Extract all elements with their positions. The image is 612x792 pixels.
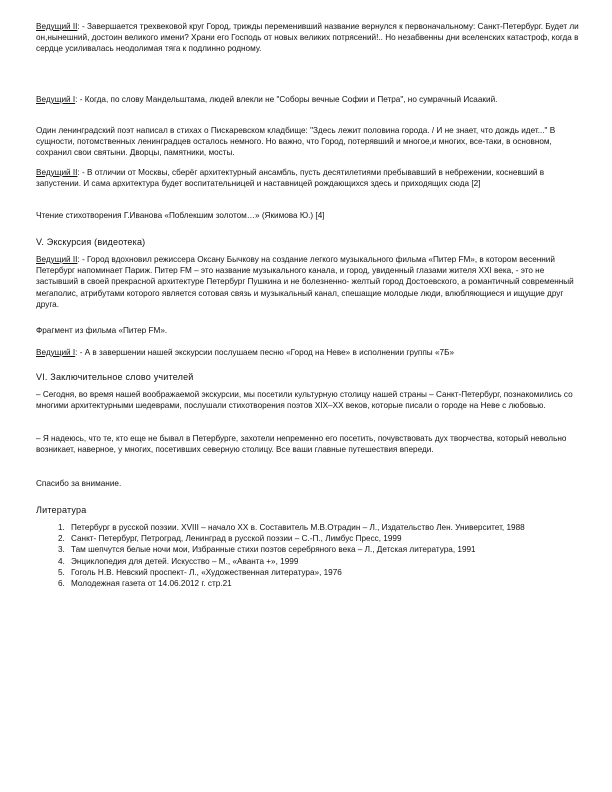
reference-number: 4. xyxy=(58,556,65,566)
references-heading: Литература xyxy=(36,505,87,515)
speaker-label: Ведущий II xyxy=(36,168,78,177)
speaker-label: Ведущий I xyxy=(36,95,76,104)
reference-item xyxy=(36,578,581,589)
reference-text: Молодежная газета от 14.06.2012 г. стр.21 xyxy=(71,579,232,589)
paragraph-reading: Чтение стихотворения Г.Иванова «Поблекшим золотом…» (Якимова Ю.) [4] xyxy=(36,211,325,220)
paragraph-text: : - Город вдохновил режиссера Оксану Бычкову на создание легкого музыкального фильма «Питер FM», в котором весенний Петербург напоминает Париж. Питер FM – это название музыкального канала, и город, увиденный глазами жителя XXI века, - это не застывший в своей прекрасной архитектуре Петербург Пушкина и не болезненно- желтый город Достоевского, а романтичный современный мегаполис, атрибутами которого является сотовая связь и музыкальный канал, спешащие молодые люди, влюбляющиеся и ищущие друг друга. xyxy=(36,255,574,309)
reference-item xyxy=(36,522,581,533)
reference-text: Энциклопедия для детей. Искусство – М., «Аванта +», 1999 xyxy=(71,556,299,566)
paragraph-thanks: Спасибо за внимание. xyxy=(36,479,122,488)
reference-text: Петербург в русской поэзии. XVIII – начало XX в. Составитель М.В.Отрадин – Л., Издательство Лен. Университет, 1988 xyxy=(71,523,525,532)
reference-item xyxy=(36,533,581,544)
reference-number: 3. xyxy=(58,545,65,555)
speaker-label: Ведущий II xyxy=(36,22,78,31)
paragraph-host2-film xyxy=(36,254,581,310)
reference-number: 2. xyxy=(58,534,65,544)
paragraph-host2-moscow xyxy=(36,167,581,189)
paragraph-hope: – Я надеюсь, что те, кто еще не бывал в Петербурге, захотели непременно его посетить, почувствовать дух творчества, который невольно возникает, наверное, у многих, посетивших северную столицу. Все ваши главные путешествия впереди. xyxy=(36,434,567,455)
paragraph-host1-mandelstam xyxy=(36,94,581,105)
paragraph-text: : - Когда, по слову Мандельштама, людей влекли не "Соборы вечные Софии и Петра", но сумрачный Исаакий. xyxy=(75,95,498,104)
speaker-label: Ведущий II xyxy=(36,255,78,264)
paragraph-text: : - Завершается трехвековой круг Город, трижды переменивший название вернулся к первоначальному: Санкт-Петербург. Будет ли он,нынешний, достоин великого имени? Храни его Господь от новых великих потрясений!.. Но незабвенны дни вселенских катастроф, когда в сердце усиливалась неодолимая тяга к подлинно родному. xyxy=(36,22,579,54)
reference-number: 5. xyxy=(58,567,65,577)
speaker-label: Ведущий I xyxy=(36,348,76,357)
reference-text: Санкт- Петербург, Петроград, Ленинград в русской поэзии – С.-П., Лимбус Пресс, 1999 xyxy=(71,534,402,544)
reference-number: 6. xyxy=(58,579,65,589)
reference-item xyxy=(36,567,581,578)
paragraph-today: – Сегодня, во время нашей воображаемой экскурсии, мы посетили культурную столицу нашей страны – Санкт-Петербург, познакомились со многими архитектурными шедеврами, послушали стихотворения поэтов XIX–XX веков, которые писали о городе на Неве с любовью. xyxy=(36,390,573,411)
section-heading-closing: VI. Заключительное слово учителей xyxy=(36,372,194,382)
reference-item xyxy=(36,544,581,555)
paragraph-host1-song xyxy=(36,347,581,358)
paragraph-host2-circle xyxy=(36,21,581,55)
section-heading-excursion: V. Экскурсия (видеотека) xyxy=(36,237,146,247)
paragraph-text: : - В отличии от Москвы, сберёг архитектурный ансамбль, пусть десятилетиями пребывавший в небрежении, косневший в запустении. И сама архитектура будет воспитательницей и наставницей рождающихся здесь и приходящих сюда [2] xyxy=(36,168,545,189)
paragraph-film-fragment: Фрагмент из фильма «Питер FM». xyxy=(36,326,168,335)
paragraph-text: : - А в завершении нашей экскурсии послушаем песню «Город на Неве» в исполнении группы «7Б» xyxy=(75,348,454,357)
reference-text: Гоголь Н.В. Невский проспект- Л., «Художественная литература», 1976 xyxy=(71,567,342,577)
references-list xyxy=(36,522,581,589)
reference-item xyxy=(36,556,581,567)
reference-number: 1. xyxy=(58,523,65,532)
reference-text: Там шепчутся белые ночи мои, Избранные стихи поэтов серебряного века – Л., Детская литература, 1991 xyxy=(71,545,476,555)
paragraph-piskarevsky: Один ленинградский поэт написал в стихах о Пискаревском кладбище: "Здесь лежит половина города. / И не знает, что дождь идет..." В сущности, потомственных ленинградцев осталось немного. Но важно, что Город, потерявший и многое,и многих, все-таки, в основном, сохранил свои святыни. Дворцы, памятники, мосты. xyxy=(36,126,556,158)
